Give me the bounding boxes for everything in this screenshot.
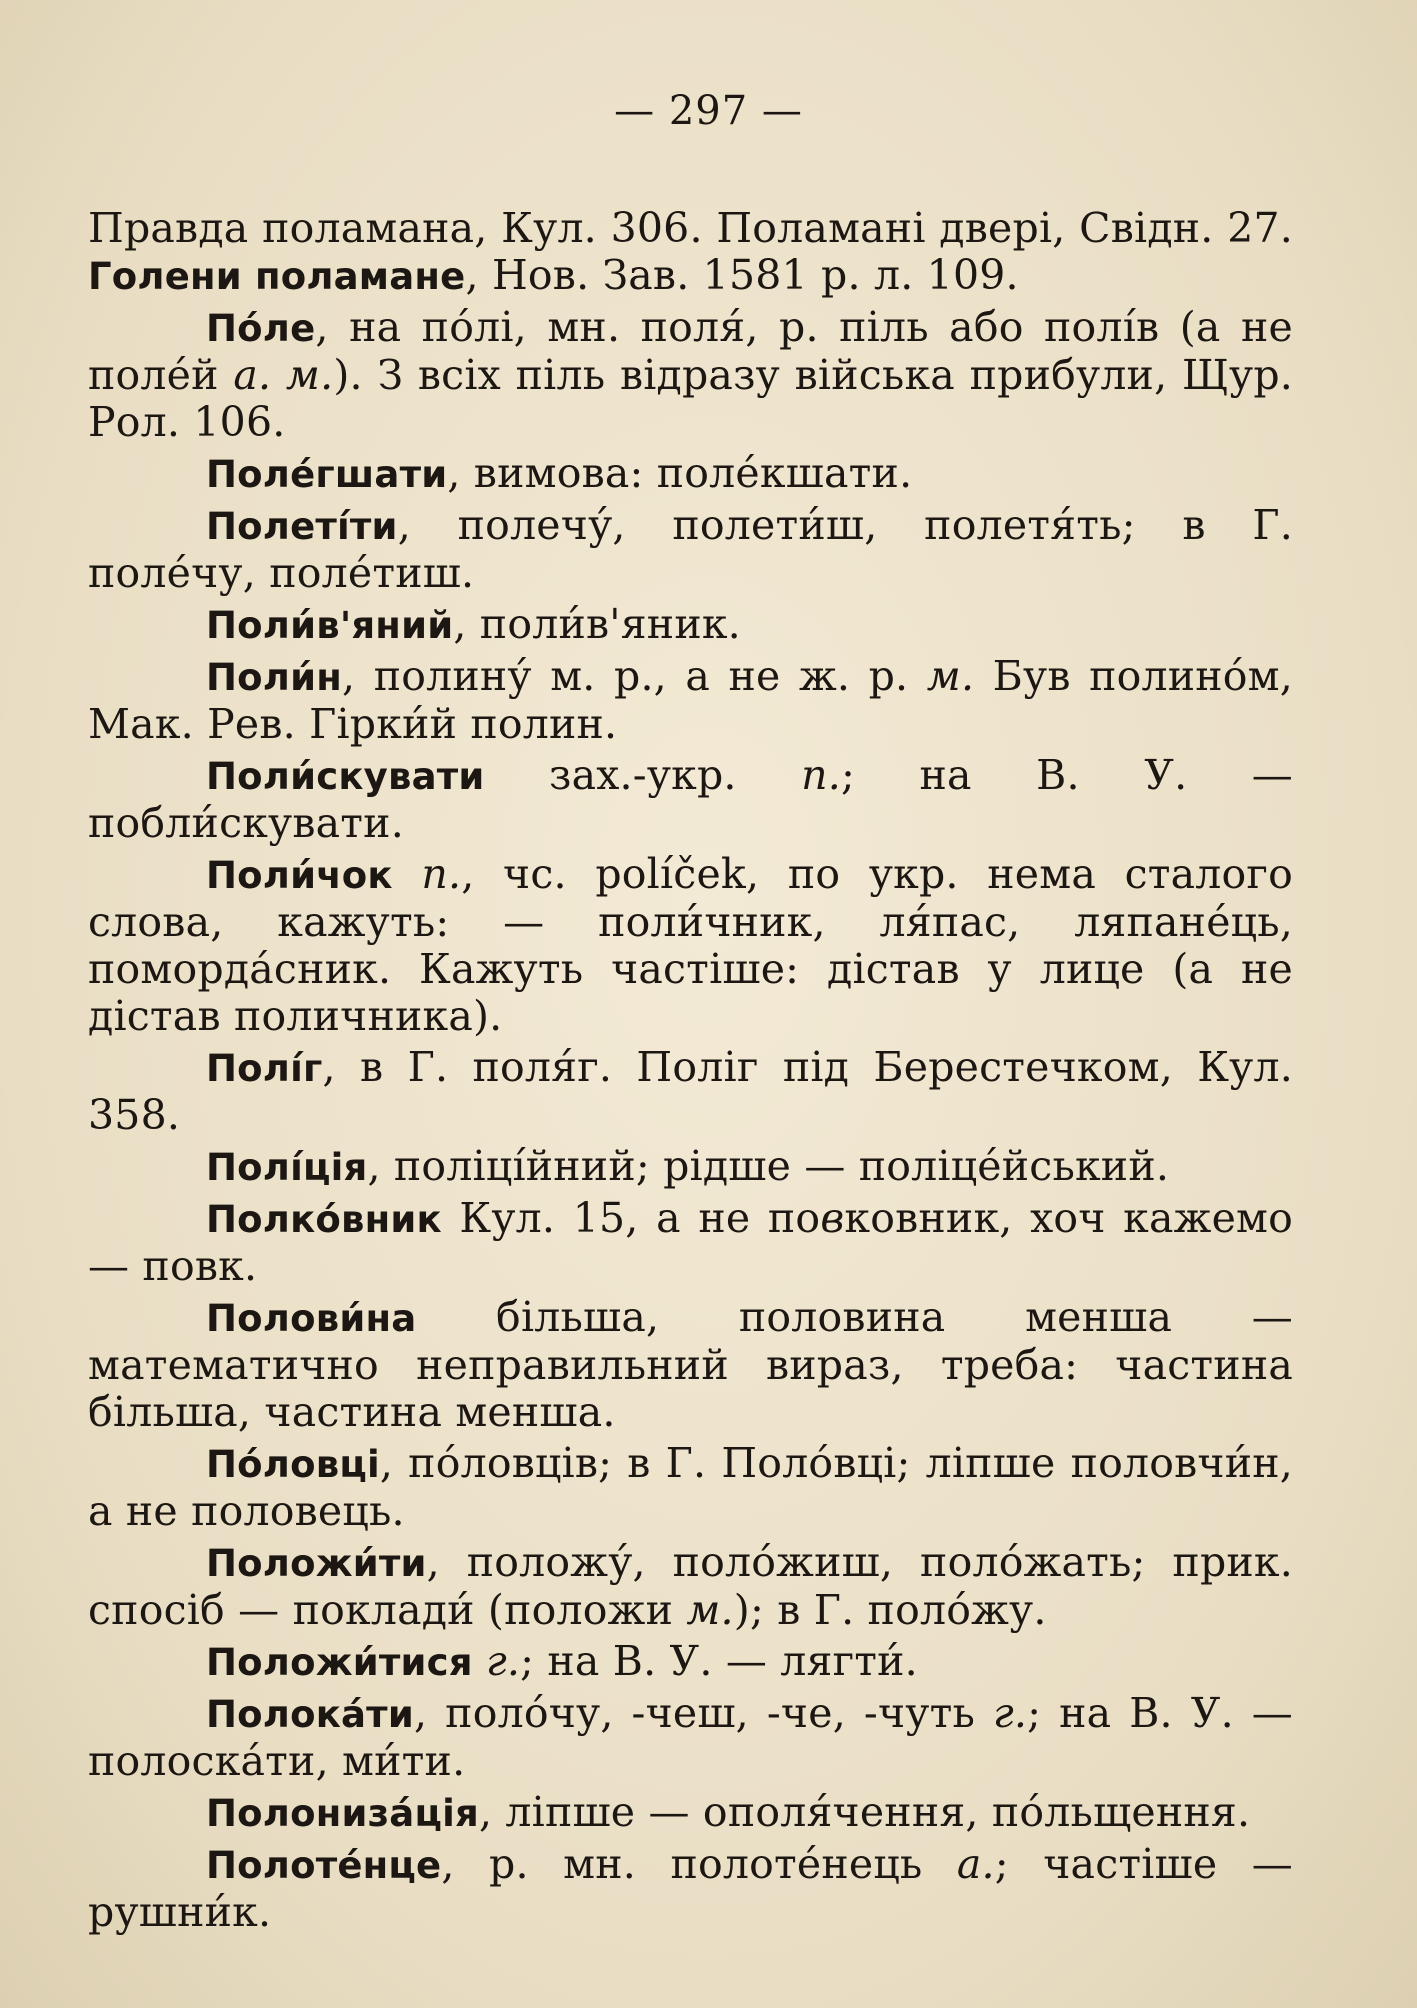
entry-polih: Полі́г, в Г. поля́г. Поліг під Берестечком, Кул. 358. [88, 1043, 1293, 1139]
entry-polovtsi: По́ловці, по́ловців; в Г. Поло́вці; ліпше половчи́н, а не половець. [88, 1439, 1293, 1535]
entry-polkovnyk: Полко́вник Кул. 15, а не повковник, хоч кажемо — повк. [88, 1194, 1294, 1290]
headword: Полеті́ти [206, 505, 398, 548]
entry-poleghshaty: Поле́гшати, вимова: поле́кшати. [206, 449, 913, 497]
entry-polychok: Поли́чок п., чс. políček, по укр. нема сталого слова, кажуть: — поли́чник, ля́пас, ляпане́ць, поморда́сник. Кажуть частіше: дістав у лице (а не дістав поличника). [88, 850, 1293, 1040]
headword: По́ле [206, 307, 316, 350]
headword: Поли́в'яний [206, 604, 454, 647]
entry-polovyna: Полови́на більша, половина менша — математично неправильний вираз, треба: частина більша, частина менша. [88, 1293, 1293, 1436]
entry-polotentse: Полоте́нце, р. мн. полоте́нець а.; частіше — рушни́к. [88, 1840, 1293, 1936]
entry-polozhytysia: Положи́тися г.; на В. У. — лягти́. [206, 1637, 918, 1685]
entry-polokaty: Полока́ти, поло́чу, -чеш, -че, -чуть г.; на В. У. — полоска́ти, ми́ти. [88, 1689, 1293, 1785]
headword: Поли́н [206, 656, 342, 699]
headword: По́ловці [206, 1443, 380, 1486]
headword: Полко́вник [206, 1198, 442, 1241]
headword: Полока́ти [206, 1693, 414, 1736]
paragraph: Правда поламана, Кул. 306. Поламані двері, Свідн. 27. Голени поламане, Нов. Зав. 1581 р. л. 109. [88, 204, 1293, 299]
headword: Поли́скувати [206, 755, 485, 798]
headword: Полоте́нце [206, 1844, 442, 1887]
entry-polyn: Поли́н, полину́ м. р., а не ж. р. м. Був полино́м, Мак. Рев. Гірки́й полин. [88, 652, 1293, 748]
entry-polyskuvaty: Поли́скувати зах.-укр. п.; на В. У. — побли́скувати. [88, 751, 1293, 847]
headword: Положи́ти [206, 1542, 427, 1585]
entry-pole: По́ле, на по́лі, мн. поля́, р. піль або полі́в (а не поле́й а. м.). З всіх піль відразу війська прибули, Щур. Рол. 106. [88, 303, 1293, 446]
entry-poletity: Полеті́ти, полечу́, полети́ш, полетя́ть; в Г. поле́чу, поле́тиш. [88, 501, 1293, 597]
entry-polyvianyi: Поли́в'яний, поли́в'яник. [206, 600, 741, 648]
headword: Поли́чок [206, 854, 393, 897]
headword: Положи́тися [206, 1641, 473, 1684]
headword: Голени поламане [88, 255, 466, 298]
page-number: — 297 — [614, 88, 803, 134]
headword: Полови́на [206, 1297, 417, 1340]
headword: Поле́гшати [206, 453, 448, 496]
headword: Полі́ція [206, 1146, 368, 1189]
headword: Полі́г [206, 1047, 323, 1090]
entry-polozhyty: Положи́ти, положу́, поло́жиш, поло́жать; прик. спосіб — поклади́ (положи м.); в Г. поло́жу. [88, 1538, 1293, 1634]
headword: Полониза́ція [206, 1792, 479, 1835]
dictionary-entries [88, 205, 1293, 1940]
entry-polonizatsiia: Полониза́ція, ліпше — ополя́чення, по́льщення. [206, 1788, 1251, 1836]
entry-politsiia: Полі́ція, поліці́йний; рідше — поліце́йський. [206, 1142, 1170, 1190]
